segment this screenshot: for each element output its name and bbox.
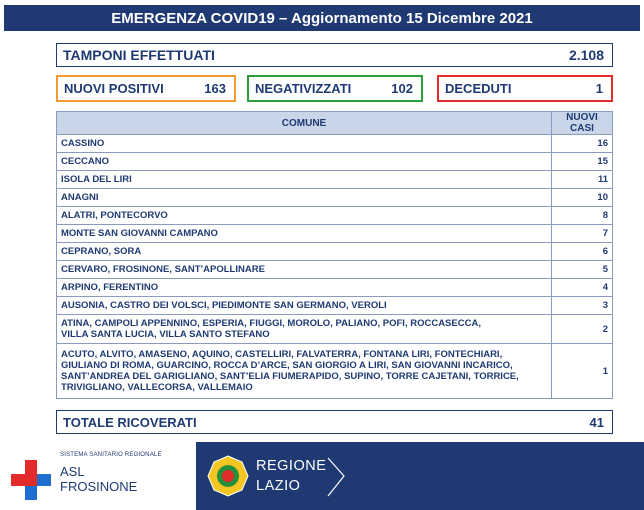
table-row	[57, 243, 613, 261]
page-title: EMERGENZA COVID19 – Aggiornamento 15 Dicembre 2021	[4, 5, 640, 31]
table-row	[57, 261, 613, 279]
table-row	[57, 344, 613, 399]
comune-cell: CEPRANO, SORA	[57, 243, 552, 261]
deceduti-value: 1	[595, 81, 603, 96]
table-row	[57, 135, 613, 153]
comune-line: ACUTO, ALVITO, AMASENO, AQUINO, CASTELLIRI, FALVATERRA, FONTANA LIRI, FONTECHIARI,	[61, 349, 503, 360]
deceduti-label: DECEDUTI	[445, 81, 512, 96]
regione-lazio-banner	[196, 442, 644, 510]
comuni-table	[56, 111, 613, 399]
table-row	[57, 153, 613, 171]
totale-ricoverati-box	[56, 410, 613, 434]
comune-cell: ANAGNI	[57, 189, 552, 207]
comune-cell: CECCANO	[57, 153, 552, 171]
nuovi-casi-cell: 6	[552, 243, 613, 261]
asl-line1: ASL	[60, 464, 85, 479]
tamponi-value: 2.108	[568, 47, 604, 63]
regione-chevron-decoration	[326, 454, 386, 500]
nuovi-casi-cell: 15	[552, 153, 613, 171]
comune-line: SANT’ANDREA DEL GARIGLIANO, SANT’ELIA FIUMERAPIDO, SUPINO, TORRE CAJETANI, TORRICE,	[61, 371, 519, 382]
table-row	[57, 189, 613, 207]
table-row	[57, 297, 613, 315]
nuovi-casi-cell: 7	[552, 225, 613, 243]
tamponi-box	[56, 43, 613, 67]
comune-line: VILLA SANTA LUCIA, VILLA SANTO STEFANO	[61, 329, 270, 340]
nuovi-casi-cell: 2	[552, 315, 613, 344]
table-row	[57, 171, 613, 189]
comune-cell	[57, 344, 552, 399]
nuovi-casi-cell: 1	[552, 344, 613, 399]
asl-line2: FROSINONE	[60, 479, 138, 494]
deceduti-box	[437, 75, 613, 102]
comune-cell: ISOLA DEL LIRI	[57, 171, 552, 189]
comune-line: TRIVIGLIANO, VALLECORSA, VALLEMAIO	[61, 382, 253, 393]
asl-frosinone-logo	[8, 450, 198, 506]
comune-cell: ARPINO, FERENTINO	[57, 279, 552, 297]
comune-cell: AUSONIA, CASTRO DEI VOLSCI, PIEDIMONTE SAN GERMANO, VEROLI	[57, 297, 552, 315]
negativizzati-box	[247, 75, 423, 102]
nuovi-casi-cell: 10	[552, 189, 613, 207]
red-blue-cross-icon	[10, 458, 54, 502]
table-row	[57, 279, 613, 297]
nuovi-casi-cell: 3	[552, 297, 613, 315]
regione-line1: REGIONE	[256, 458, 327, 474]
totale-value: 41	[589, 414, 604, 430]
nuovi-casi-cell: 5	[552, 261, 613, 279]
asl-subtitle: SISTEMA SANITARIO REGIONALE	[60, 452, 162, 458]
comune-cell: CASSINO	[57, 135, 552, 153]
table-row	[57, 207, 613, 225]
negativizzati-value: 102	[391, 81, 413, 96]
positivi-value: 163	[204, 81, 226, 96]
comune-line: GIULIANO DI ROMA, GUARCINO, ROCCA D’ARCE, SAN GIORGIO A LIRI, SAN GIOVANNI INCARICO,	[61, 360, 513, 371]
table-header	[57, 112, 613, 135]
comune-cell	[57, 315, 552, 344]
table-row	[57, 225, 613, 243]
tamponi-label: TAMPONI EFFETTUATI	[63, 47, 215, 63]
table-row	[57, 315, 613, 344]
nuovi-casi-cell: 11	[552, 171, 613, 189]
negativizzati-label: NEGATIVIZZATI	[255, 81, 352, 96]
comune-cell: ALATRI, PONTECORVO	[57, 207, 552, 225]
nuovi-casi-cell: 4	[552, 279, 613, 297]
comune-line: ATINA, CAMPOLI APPENNINO, ESPERIA, FIUGGI, MOROLO, PALIANO, POFI, ROCCASECCA,	[61, 318, 481, 329]
nuovi-casi-cell: 8	[552, 207, 613, 225]
totale-label: TOTALE RICOVERATI	[63, 414, 197, 430]
comune-cell: MONTE SAN GIOVANNI CAMPANO	[57, 225, 552, 243]
positivi-label: NUOVI POSITIVI	[64, 81, 164, 96]
regione-line2: LAZIO	[256, 478, 301, 494]
col-comune-header: COMUNE	[57, 112, 552, 135]
regione-lazio-emblem-icon	[206, 454, 250, 498]
col-nuovi-casi-header: NUOVI CASI	[552, 112, 613, 135]
nuovi-positivi-box	[56, 75, 236, 102]
nuovi-casi-cell: 16	[552, 135, 613, 153]
comune-cell: CERVARO, FROSINONE, SANT’APOLLINARE	[57, 261, 552, 279]
